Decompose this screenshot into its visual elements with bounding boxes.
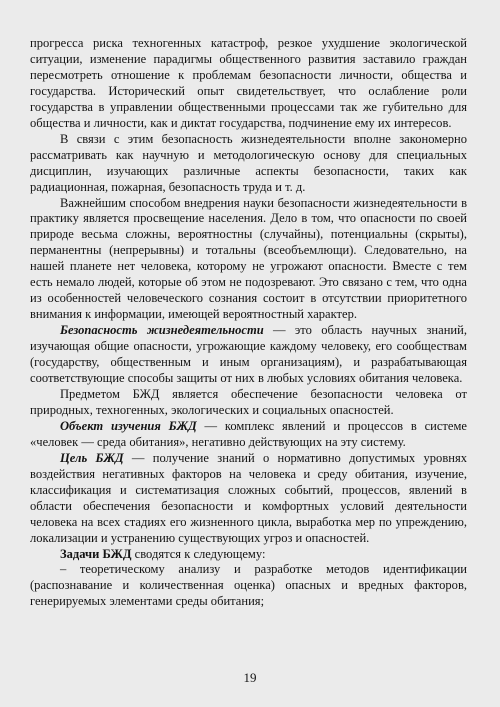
paragraph-text: сводятся к следующему: (131, 546, 266, 561)
paragraph-object (30, 419, 467, 451)
paragraph-text: — получение знаний о нормативно допустимых уровнях воздействия негативных факторов на человека и среду обитания, изучение, классификация и систематизация сложных событий, процессов, явлений в области обеспечения безопасности и комфортных условий деятельности человека на всех стадиях его жизненного цикла, выработка мер по упреждению, локализации и устранению существующих угроз и опасностей. (30, 450, 467, 545)
paragraph-text: — это область научных знаний, изучающая общие опасности, угрожающие каждому человеку, его сообществам (государству, общественным и иным организациям), и разрабатывающая соответствующие способы защиты от них в любых условиях обитания человека. (30, 323, 467, 386)
term-object: Объект изучения БЖД (60, 418, 197, 433)
paragraph-continuation (30, 36, 467, 132)
paragraph-text: – теоретическому анализу и разработке методов идентификации (распознавание и количественная оценка) опасных и вредных факторов, генерируемых элементами среды обитания; (30, 562, 467, 609)
paragraph-subject (30, 387, 467, 419)
paragraph-text: Предметом БЖД является обеспечение безопасности человека от природных, техногенных, экологических и социальных опасностей. (30, 386, 467, 417)
paragraph-bzh-basis (30, 132, 467, 196)
body-text (30, 36, 467, 610)
paragraph-text: В связи с этим безопасность жизнедеятельности вполне закономерно рассматривать как научную и методологическую основу для специальных дисциплин, изучающих различные аспекты безопасности, таких как радиационная, пожарная, безопасность труда и т. д. (30, 131, 467, 194)
paragraph-definition-bzh (30, 323, 467, 387)
paragraph-text: — комплекс явлений и процессов в системе «человек — среда обитания», негативно действующих на эту систему. (30, 418, 467, 449)
term-goal: Цель БЖД (60, 450, 124, 465)
term-bzh: Безопасность жизнедеятельности (60, 323, 264, 338)
paragraph-education (30, 196, 467, 324)
paragraph-text: Важнейшим способом внедрения науки безопасности жизнедеятельности в практику является просвещение населения. Дело в том, что опасности по своей природе весьма сложны, вероятностны (случайны), потенциальны (скрыты), перманентны (непрерывны) и тотальны (всеобъемлющи). Следовательно, на нашей планете нет человека, которому не угрожают опасности. Вместе с тем есть немало людей, которые об этом не подозревают. Это связано с тем, что одна из особенностей человеческого сознания состоит в отсутствии приоритетного внимания к информации, имеющей вероятностный характер. (30, 195, 467, 322)
page-number: 19 (243, 670, 257, 685)
paragraph-text: прогресса риска техногенных катастроф, резкое ухудшение экологической ситуации, изменение парадигмы общественного развития заставило граждан пересмотреть отношение к проблемам безопасности личности, общества и государства. Исторический опыт свидетельствует, что ослабление роли государства в управлении общественными процессами так же губительно для общества и личности, как и диктат государства, подчинение ему их интересов. (30, 36, 467, 130)
paragraph-tasks (30, 547, 467, 563)
list-item-task (30, 562, 467, 610)
term-tasks: Задачи БЖД (60, 546, 132, 561)
paragraph-goal (30, 451, 467, 547)
